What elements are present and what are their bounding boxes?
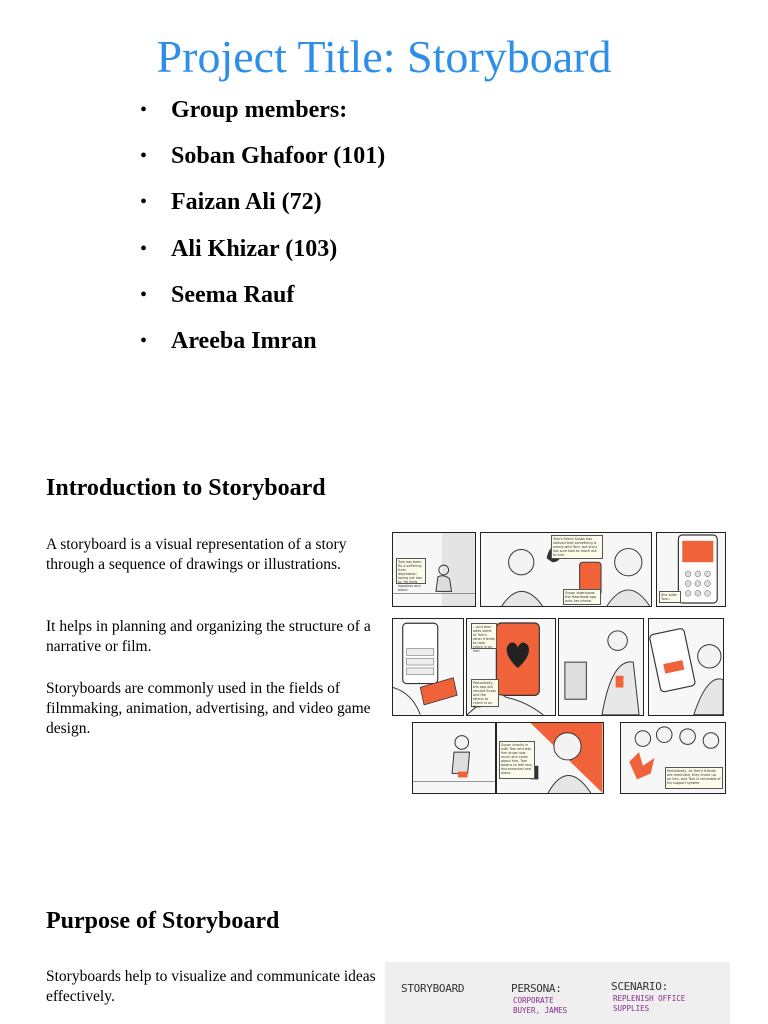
list-item xyxy=(140,233,385,279)
intro-paragraph-3: Storyboards are commonly used in the fields of filmmaking, animation, advertising, and video game design. xyxy=(46,680,371,737)
caption-box: She adds Tom... xyxy=(659,591,681,603)
sketch-scenario-value: REPLENISH OFFICE SUPPLIES xyxy=(613,994,686,1013)
page-title: Project Title: Storyboard xyxy=(156,31,612,82)
bullet: • xyxy=(140,329,148,352)
member-name: Seema Rauf xyxy=(171,281,295,308)
list-item xyxy=(140,94,385,140)
member-name: Ali Khizar (103) xyxy=(171,235,338,262)
caption-box: Susan checks in with Tom and lets him know how much she cares about him. Tom begins to feel less disconnected and alone. xyxy=(499,741,535,779)
storyboard-panel xyxy=(656,532,726,607)
storyboard-illustration xyxy=(390,530,728,798)
storyboard-panel xyxy=(558,618,644,716)
storyboard-panel xyxy=(620,722,726,794)
bullet: • xyxy=(140,283,148,306)
storyboard-panel xyxy=(648,618,724,716)
list-item xyxy=(140,325,385,371)
intro-paragraph-1: A storyboard is a visual representation of a story through a sequence of drawings or illustrations. xyxy=(46,536,347,573)
list-item xyxy=(140,186,385,232)
bullet: • xyxy=(140,191,148,214)
storyboard-panel xyxy=(480,532,652,607)
caption-box: Susan downloads the Heartbeat app onto her phone. xyxy=(563,589,601,605)
list-item xyxy=(140,140,385,186)
storyboard-panel xyxy=(412,722,496,794)
phone-notification-drawing xyxy=(649,619,723,715)
group-member-list xyxy=(140,94,385,371)
sketch-persona-value: CORPORATE BUYER, JAMES xyxy=(513,996,568,1015)
purpose-heading: Purpose of Storyboard xyxy=(46,908,280,934)
member-name: Soban Ghafoor (101) xyxy=(171,143,386,170)
member-name: Areeba Imran xyxy=(171,327,317,354)
caption-box: Tom's friend Susan has noticed that something is wrong with Tom, but she's not sure how to reach out to him. xyxy=(551,535,603,559)
caption-box: ...and then adds some of Tom's other friends to help check in on him. xyxy=(471,623,497,649)
sketch-scenario-label: SCENARIO: xyxy=(611,980,668,993)
caption-box: Periodically, the app will remind Susan and the others to check in on Tom. xyxy=(471,679,499,707)
storyboard-panel xyxy=(496,722,604,794)
sketch-persona-label: PERSONA: xyxy=(511,982,562,995)
caption-box: Periodically, as Tom's friends are reminded, they check up on him, and Tom is reminded of his support system. xyxy=(665,767,723,789)
sitting-person-drawing xyxy=(413,723,495,793)
purpose-paragraph-1: Storyboards help to visualize and communicate ideas effectively. xyxy=(46,968,376,1005)
intro-paragraph-2: It helps in planning and organizing the structure of a narrative or film. xyxy=(46,618,371,655)
storyboard-panel xyxy=(392,532,476,607)
member-name: Faizan Ali (72) xyxy=(171,189,322,216)
storyboard-sketch-image xyxy=(385,962,730,1024)
adding-friends-drawing xyxy=(393,619,463,715)
member-heading: Group members: xyxy=(171,97,348,123)
caption-box: Tom has been flu a suffering from depression losing not has to. He feels hopeless and alone. xyxy=(396,558,426,584)
bullet: • xyxy=(140,145,148,168)
intro-heading: Introduction to Storyboard xyxy=(46,475,326,501)
list-item xyxy=(140,279,385,325)
shopping-drawing xyxy=(559,619,643,715)
sketch-storyboard-label: STORYBOARD xyxy=(401,982,465,995)
storyboard-panel xyxy=(392,618,464,716)
storyboard-panel xyxy=(466,618,556,716)
bullet: • xyxy=(140,99,148,121)
bullet: • xyxy=(140,237,148,260)
